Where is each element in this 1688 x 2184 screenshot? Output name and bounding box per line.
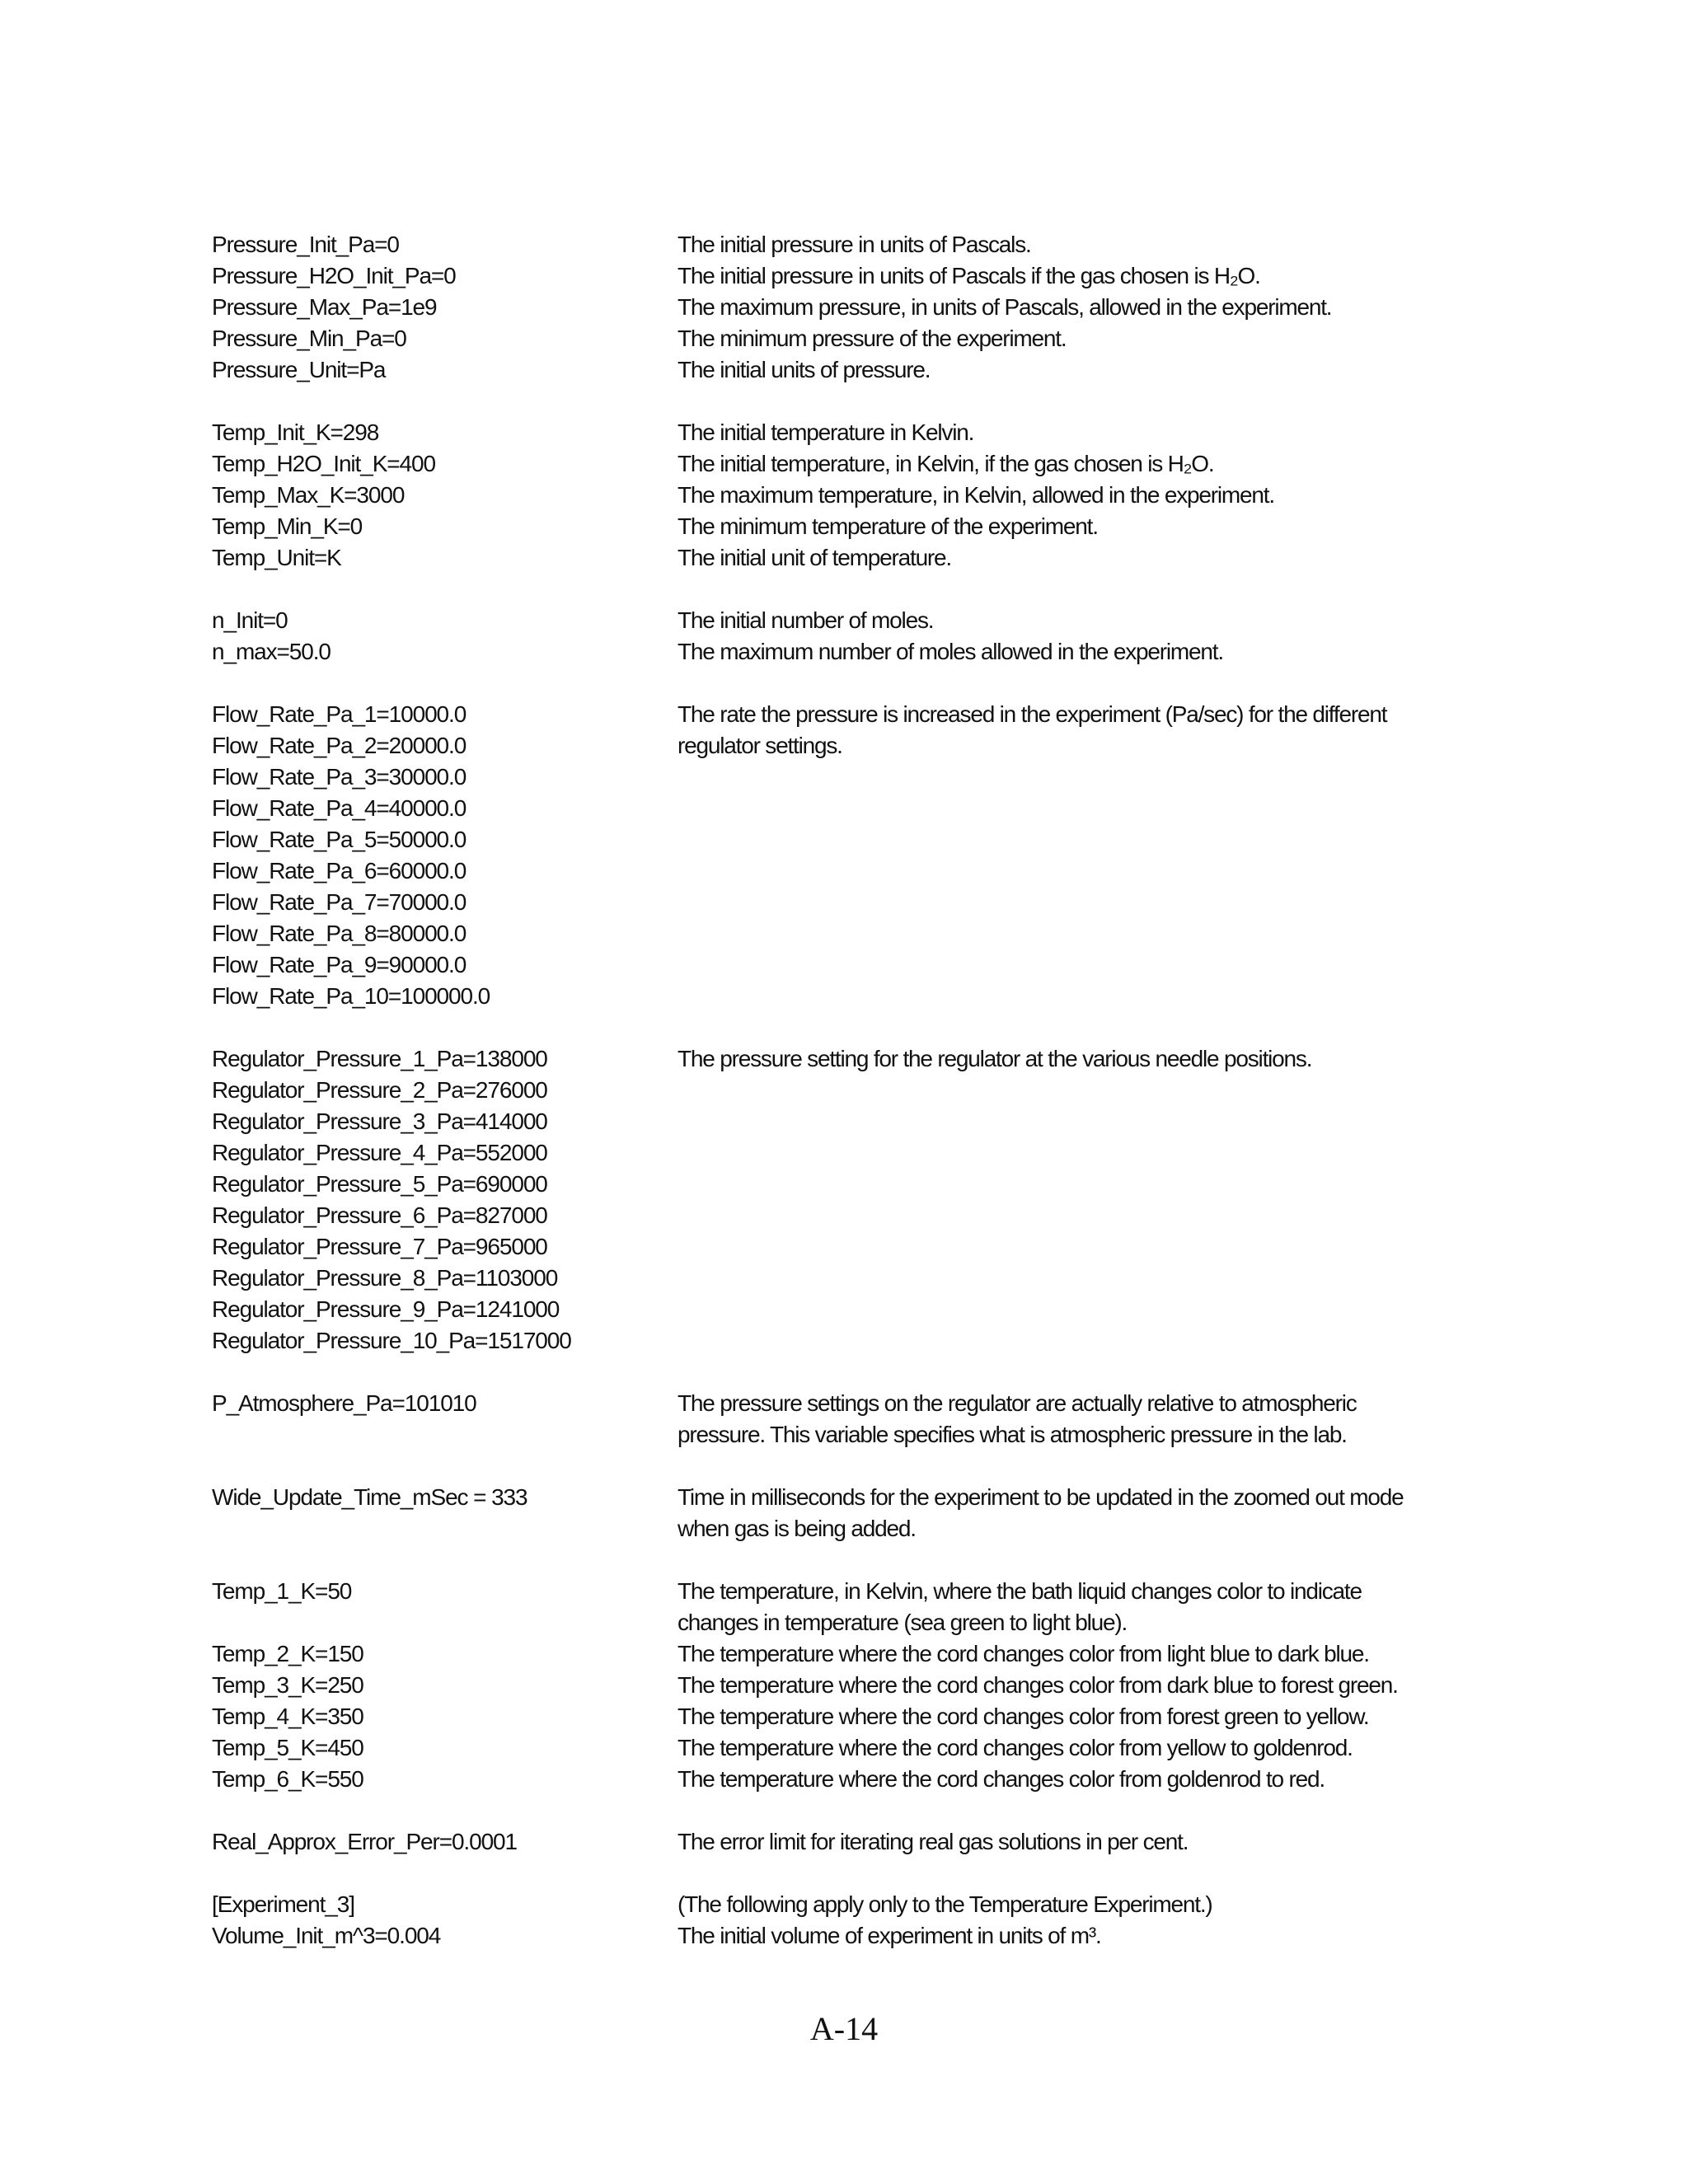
- parameter-key: Regulator_Pressure_3_Pa=414000: [212, 1108, 547, 1134]
- parameter-key: Temp_4_K=350: [212, 1704, 363, 1729]
- parameter-key: Flow_Rate_Pa_7=70000.0: [212, 889, 467, 915]
- parameter-descriptions: [678, 699, 1502, 1012]
- parameter-descriptions: [678, 229, 1502, 386]
- parameter-table: [212, 229, 1498, 1952]
- parameter-keys: [212, 1482, 678, 1544]
- parameter-key: Temp_Max_K=3000: [212, 482, 405, 508]
- parameter-description: The temperature where the cord changes color from dark blue to forest green.: [678, 1672, 1398, 1698]
- parameter-group: [212, 229, 1498, 386]
- parameter-description: The minimum pressure of the experiment.: [678, 326, 1067, 351]
- parameter-description: The temperature, in Kelvin, where the bath liquid changes color to indicate: [678, 1578, 1362, 1604]
- parameter-description: The initial unit of temperature.: [678, 545, 952, 570]
- parameter-key: Wide_Update_Time_mSec = 333: [212, 1484, 528, 1510]
- parameter-key: Temp_Min_K=0: [212, 513, 363, 539]
- parameter-description: The rate the pressure is increased in the experiment (Pa/sec) for the different: [678, 701, 1387, 727]
- parameter-key: Pressure_Min_Pa=0: [212, 326, 406, 351]
- parameter-key: Pressure_Unit=Pa: [212, 357, 386, 382]
- parameter-description: The maximum pressure, in units of Pascals, allowed in the experiment.: [678, 294, 1332, 320]
- parameter-descriptions: [678, 1482, 1502, 1544]
- parameter-keys: [212, 1043, 678, 1357]
- parameter-key: Real_Approx_Error_Per=0.0001: [212, 1829, 518, 1854]
- parameter-keys: [212, 417, 678, 574]
- parameter-descriptions: [678, 417, 1502, 574]
- parameter-keys: [212, 1889, 678, 1952]
- parameter-description: The initial volume of experiment in units of m³.: [678, 1923, 1101, 1948]
- parameter-group: [212, 417, 1498, 574]
- parameter-key: Temp_H2O_Init_K=400: [212, 451, 435, 476]
- parameter-description: The temperature where the cord changes color from light blue to dark blue.: [678, 1641, 1369, 1666]
- parameter-key: Temp_6_K=550: [212, 1766, 363, 1792]
- parameter-keys: [212, 229, 678, 386]
- parameter-descriptions: [678, 1576, 1502, 1795]
- parameter-description: The temperature where the cord changes color from yellow to goldenrod.: [678, 1735, 1353, 1760]
- parameter-key: Flow_Rate_Pa_1=10000.0: [212, 701, 467, 727]
- parameter-group: [212, 605, 1498, 668]
- parameter-key: n_max=50.0: [212, 639, 331, 664]
- parameter-keys: [212, 1388, 678, 1451]
- parameter-key: Flow_Rate_Pa_4=40000.0: [212, 795, 467, 821]
- parameter-key: Regulator_Pressure_8_Pa=1103000: [212, 1265, 558, 1291]
- parameter-key: Volume_Init_m^3=0.004: [212, 1923, 441, 1948]
- parameter-description: The pressure setting for the regulator at the various needle positions.: [678, 1046, 1312, 1071]
- parameter-key: Temp_1_K=50: [212, 1578, 352, 1604]
- parameter-description: The error limit for iterating real gas solutions in per cent.: [678, 1829, 1189, 1854]
- parameter-key: Regulator_Pressure_6_Pa=827000: [212, 1202, 547, 1228]
- parameter-key: Regulator_Pressure_1_Pa=138000: [212, 1046, 547, 1071]
- parameter-description: Time in milliseconds for the experiment to be updated in the zoomed out mode: [678, 1484, 1404, 1510]
- parameter-description: The initial pressure in units of Pascals if the gas chosen is H₂O.: [678, 263, 1260, 288]
- parameter-description: The maximum number of moles allowed in the experiment.: [678, 639, 1223, 664]
- parameter-description: The minimum temperature of the experiment.: [678, 513, 1098, 539]
- parameter-key: Flow_Rate_Pa_2=20000.0: [212, 733, 467, 758]
- parameter-key: Flow_Rate_Pa_10=100000.0: [212, 983, 490, 1009]
- parameter-key: Regulator_Pressure_2_Pa=276000: [212, 1077, 547, 1103]
- parameter-keys: [212, 605, 678, 668]
- parameter-key: Flow_Rate_Pa_9=90000.0: [212, 952, 467, 977]
- parameter-key: [Experiment_3]: [212, 1891, 354, 1917]
- parameter-description: (The following apply only to the Temperature Experiment.): [678, 1891, 1212, 1917]
- parameter-key: n_Init=0: [212, 607, 288, 633]
- parameter-group: [212, 1388, 1498, 1451]
- parameter-descriptions: [678, 1043, 1502, 1357]
- page-number: A-14: [809, 2010, 879, 2047]
- parameter-description: pressure. This variable specifies what is atmospheric pressure in the lab.: [678, 1422, 1347, 1447]
- parameter-description: The initial temperature, in Kelvin, if the gas chosen is H₂O.: [678, 451, 1214, 476]
- parameter-key: Flow_Rate_Pa_5=50000.0: [212, 827, 467, 852]
- parameter-group: [212, 1826, 1498, 1858]
- parameter-group: [212, 699, 1498, 1012]
- parameter-descriptions: [678, 1388, 1502, 1451]
- parameter-description: when gas is being added.: [678, 1516, 916, 1541]
- parameter-key: Pressure_Max_Pa=1e9: [212, 294, 437, 320]
- parameter-key: Regulator_Pressure_9_Pa=1241000: [212, 1296, 560, 1322]
- parameter-descriptions: [678, 1889, 1502, 1952]
- parameter-key: Pressure_H2O_Init_Pa=0: [212, 263, 456, 288]
- parameter-key: Flow_Rate_Pa_6=60000.0: [212, 858, 467, 883]
- parameter-key: Flow_Rate_Pa_8=80000.0: [212, 921, 467, 946]
- parameter-keys: [212, 699, 678, 1012]
- parameter-description: The initial pressure in units of Pascals.: [678, 232, 1031, 257]
- parameter-group: [212, 1576, 1498, 1795]
- parameter-key: Flow_Rate_Pa_3=30000.0: [212, 764, 467, 790]
- parameter-key: Regulator_Pressure_5_Pa=690000: [212, 1171, 547, 1197]
- parameter-description: The temperature where the cord changes color from goldenrod to red.: [678, 1766, 1325, 1792]
- parameter-key: Regulator_Pressure_10_Pa=1517000: [212, 1328, 571, 1353]
- parameter-key: Temp_Unit=K: [212, 545, 341, 570]
- parameter-description: regulator settings.: [678, 733, 842, 758]
- parameter-keys: [212, 1576, 678, 1795]
- parameter-description: The initial units of pressure.: [678, 357, 931, 382]
- parameter-group: [212, 1043, 1498, 1357]
- parameter-keys: [212, 1826, 678, 1858]
- parameter-description: changes in temperature (sea green to light blue).: [678, 1610, 1128, 1635]
- parameter-descriptions: [678, 605, 1502, 668]
- parameter-key: Regulator_Pressure_4_Pa=552000: [212, 1140, 547, 1165]
- parameter-key: Temp_Init_K=298: [212, 419, 379, 445]
- parameter-key: Temp_2_K=150: [212, 1641, 363, 1666]
- parameter-group: [212, 1482, 1498, 1544]
- parameter-description: The pressure settings on the regulator are actually relative to atmospheric: [678, 1390, 1357, 1416]
- parameter-key: P_Atmosphere_Pa=101010: [212, 1390, 476, 1416]
- parameter-group: [212, 1889, 1498, 1952]
- parameter-description: The initial number of moles.: [678, 607, 934, 633]
- parameter-description: The initial temperature in Kelvin.: [678, 419, 974, 445]
- parameter-key: Regulator_Pressure_7_Pa=965000: [212, 1234, 547, 1259]
- parameter-description: The maximum temperature, in Kelvin, allowed in the experiment.: [678, 482, 1274, 508]
- parameter-key: [212, 1607, 678, 1638]
- parameter-description: The temperature where the cord changes color from forest green to yellow.: [678, 1704, 1369, 1729]
- parameter-descriptions: [678, 1826, 1502, 1858]
- parameter-key: Temp_3_K=250: [212, 1672, 363, 1698]
- parameter-key: Temp_5_K=450: [212, 1735, 363, 1760]
- parameter-key: Pressure_Init_Pa=0: [212, 232, 399, 257]
